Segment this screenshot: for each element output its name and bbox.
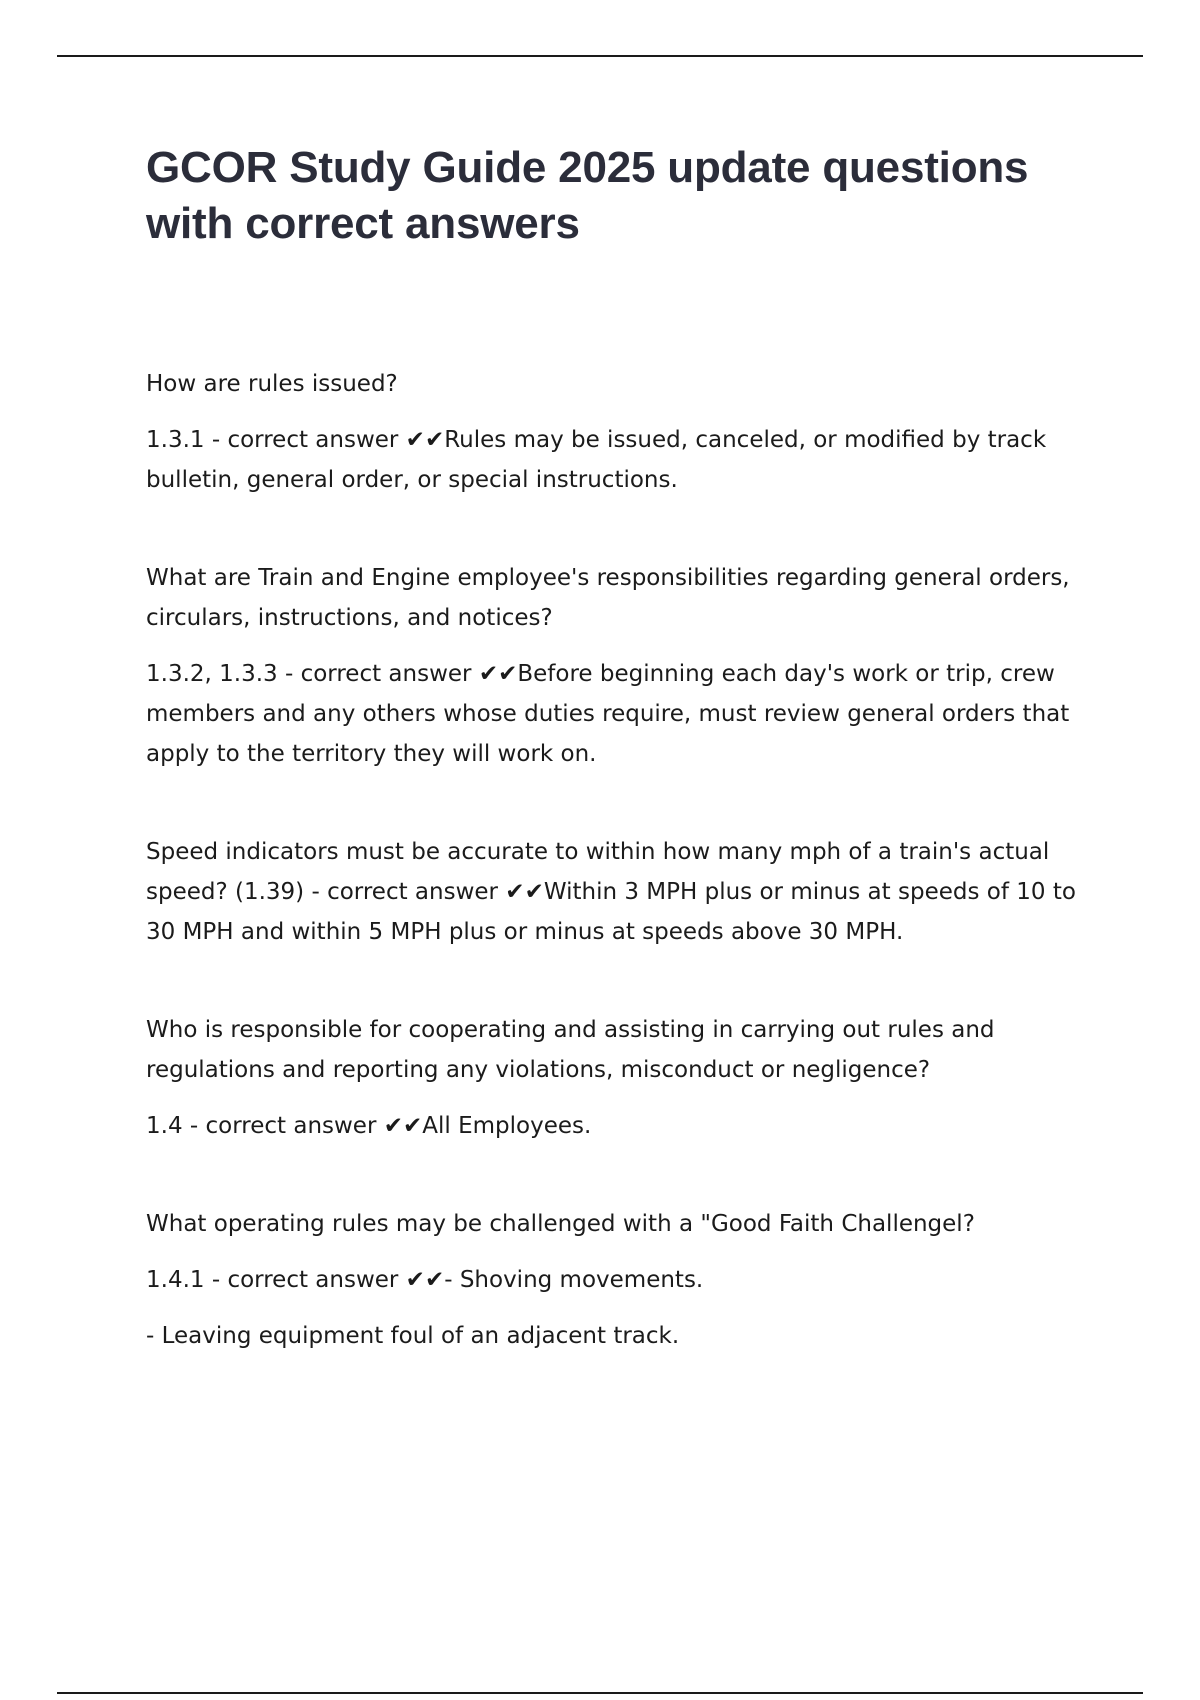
qa-item [146, 364, 1086, 500]
qa-item [146, 1010, 1086, 1146]
answer-text: 1.3.2, 1.3.3 - correct answer ✔✔Before beginning each day's work or trip, crew members and any others whose duties require, must review general orders that apply to the territory they will work on. [146, 661, 1070, 767]
question-text: What operating rules may be challenged with a "Good Faith Challengel? [146, 1211, 975, 1237]
qa-item [146, 558, 1086, 774]
answer-text: 1.4 - correct answer ✔✔All Employees. [146, 1113, 592, 1139]
question-text: What are Train and Engine employee's responsibilities regarding general orders, circulars, instructions, and notices? [146, 565, 1070, 631]
bottom-rule [57, 1692, 1143, 1694]
answer-text: 1.4.1 - correct answer ✔✔- Shoving movements. [146, 1267, 704, 1293]
document-content [146, 140, 1086, 1414]
answer-continuation-text: - Leaving equipment foul of an adjacent track. [146, 1323, 680, 1349]
answer-text: 1.3.1 - correct answer ✔✔Rules may be issued, canceled, or modified by track bulletin, general order, or special instructions. [146, 427, 1047, 493]
question-text: How are rules issued? [146, 371, 398, 397]
qa-item [146, 832, 1086, 952]
document-title: GCOR Study Guide 2025 update questions with correct answers [146, 143, 1029, 248]
question-text: Who is responsible for cooperating and assisting in carrying out rules and regulations and reporting any violations, misconduct or negligence? [146, 1017, 995, 1083]
question-answer-text: Speed indicators must be accurate to within how many mph of a train's actual speed? (1.39) - correct answer ✔✔Within 3 MPH plus or minus at speeds of 10 to 30 MPH and within 5 MPH plus or minus at speeds above 30 MPH. [146, 839, 1076, 945]
top-rule [57, 55, 1143, 57]
qa-item [146, 1204, 1086, 1356]
